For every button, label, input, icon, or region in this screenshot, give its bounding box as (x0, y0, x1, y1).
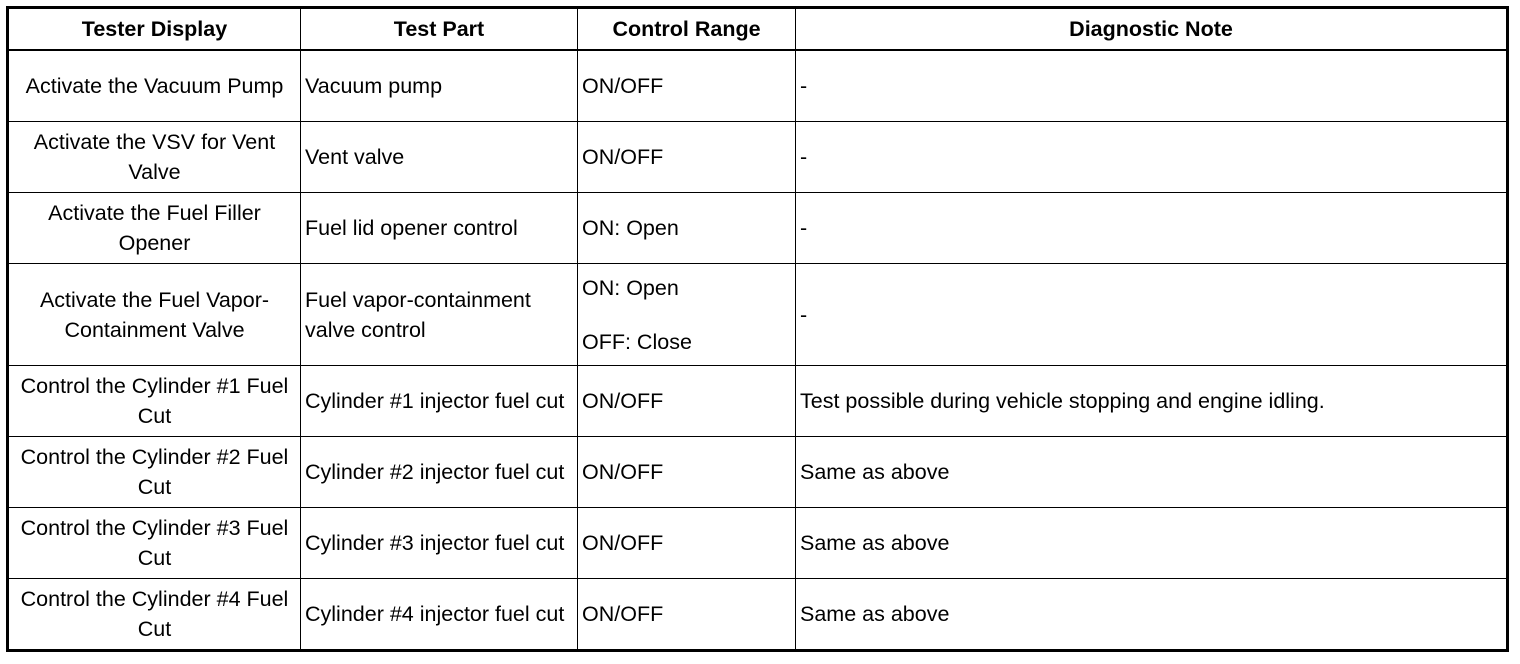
control-range-cell (578, 437, 796, 508)
control-range-value: ON: Open (582, 275, 679, 300)
diagnostic-note-cell: Same as above (796, 508, 1508, 579)
diagnostic-note-cell: - (796, 122, 1508, 193)
header-diagnostic-note: Diagnostic Note (796, 8, 1508, 51)
control-range-value: ON/OFF (582, 460, 664, 484)
control-range-cell (578, 508, 796, 579)
table-row (8, 508, 1508, 579)
header-test-part: Test Part (301, 8, 578, 51)
test-part-cell: Cylinder #3 injector fuel cut (301, 508, 578, 579)
diagnostic-note-cell: Test possible during vehicle stopping and engine idling. (796, 366, 1508, 437)
test-part-cell: Vent valve (301, 122, 578, 193)
table-row (8, 122, 1508, 193)
tester-display-cell: Activate the Fuel Vapor-Containment Valve (8, 264, 301, 366)
table-header (8, 8, 1508, 51)
control-range-cell (578, 193, 796, 264)
table-row (8, 437, 1508, 508)
diagnostic-note-cell: - (796, 264, 1508, 366)
test-part-cell: Cylinder #4 injector fuel cut (301, 579, 578, 651)
header-row (8, 8, 1508, 51)
diagnostic-note-cell: Same as above (796, 437, 1508, 508)
control-range-cell (578, 366, 796, 437)
header-tester-display: Tester Display (8, 8, 301, 51)
table-row (8, 264, 1508, 366)
test-part-cell: Cylinder #1 injector fuel cut (301, 366, 578, 437)
control-range-cell (578, 264, 796, 366)
control-range-value: ON/OFF (582, 389, 664, 413)
table-row (8, 579, 1508, 651)
test-part-cell: Cylinder #2 injector fuel cut (301, 437, 578, 508)
table-body (8, 50, 1508, 651)
diagnostic-note-cell: - (796, 50, 1508, 122)
table-row (8, 366, 1508, 437)
control-range-cell (578, 122, 796, 193)
tester-display-cell: Control the Cylinder #4 Fuel Cut (8, 579, 301, 651)
diagnostic-note-cell: - (796, 193, 1508, 264)
test-part-cell: Fuel vapor-containment valve control (301, 264, 578, 366)
header-control-range: Control Range (578, 8, 796, 51)
tester-display-cell: Control the Cylinder #1 Fuel Cut (8, 366, 301, 437)
tester-display-cell: Activate the Fuel Filler Opener (8, 193, 301, 264)
control-range-cell (578, 579, 796, 651)
tester-display-cell: Control the Cylinder #2 Fuel Cut (8, 437, 301, 508)
control-range-value: ON/OFF (582, 145, 664, 169)
control-range-value: ON/OFF (582, 602, 664, 626)
diagnostic-note-cell: Same as above (796, 579, 1508, 651)
control-range-value: ON: Open (582, 216, 679, 240)
control-range-cell (578, 50, 796, 122)
control-range-value: ON/OFF (582, 74, 664, 98)
control-range-value: ON/OFF (582, 531, 664, 555)
tester-display-cell: Control the Cylinder #3 Fuel Cut (8, 508, 301, 579)
table-row (8, 50, 1508, 122)
tester-display-cell: Activate the Vacuum Pump (8, 50, 301, 122)
test-part-cell: Fuel lid opener control (301, 193, 578, 264)
test-part-cell: Vacuum pump (301, 50, 578, 122)
table-row (8, 193, 1508, 264)
control-range-value: OFF: Close (582, 329, 692, 354)
tester-display-cell: Activate the VSV for Vent Valve (8, 122, 301, 193)
active-test-table (6, 6, 1509, 652)
